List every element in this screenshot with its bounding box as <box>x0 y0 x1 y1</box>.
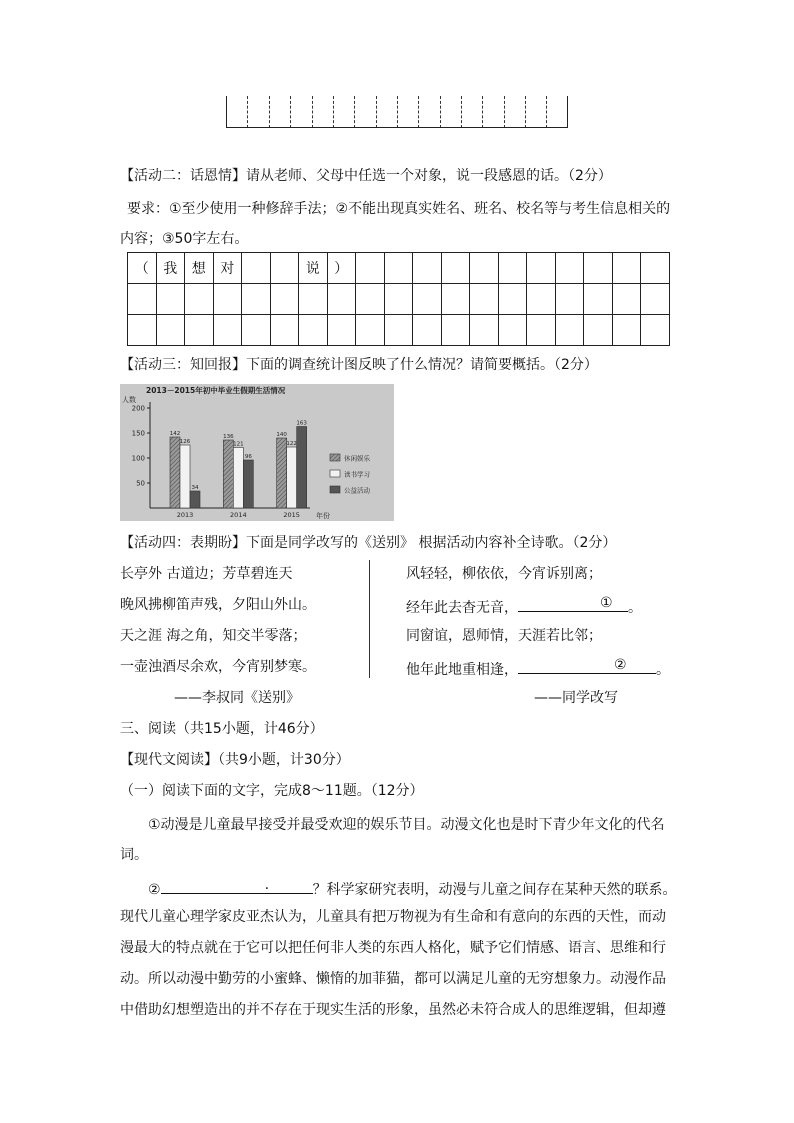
grid-cell[interactable]: 对 <box>213 253 242 284</box>
grid-cell[interactable] <box>612 315 641 346</box>
grid-cell[interactable] <box>584 253 613 284</box>
y-axis-label: 人数 <box>122 396 136 404</box>
bar-value-label: 140 <box>276 432 287 438</box>
blank-2-period: 。 <box>656 662 670 678</box>
grid-cell[interactable] <box>156 284 185 315</box>
poem-right-text: 经年此去杳无音， <box>406 600 518 616</box>
grid-cell[interactable] <box>498 284 527 315</box>
grid-cell[interactable] <box>384 284 413 315</box>
activity2-title: 【活动二：话恩情】请从老师、父母中任选一个对象，说一段感恩的话。（2分） <box>120 168 612 184</box>
grid-line <box>333 96 334 128</box>
bar-公益活动 <box>243 460 253 508</box>
x-tick-label: 2013 <box>176 511 194 519</box>
grid-line <box>461 96 462 128</box>
paragraph-2-line-1 <box>148 877 677 900</box>
grid-row <box>128 253 670 284</box>
bar-value-label: 34 <box>191 485 199 491</box>
poem-left-line-4: 一壶浊酒尽余欢，今宵别梦寒。 <box>120 659 316 675</box>
paragraph-2-number: ② <box>148 882 161 898</box>
chart-plot <box>132 402 310 519</box>
activity2-requirements-cont: 内容；③50字左右。 <box>120 231 249 247</box>
answer-grid-top <box>226 96 568 128</box>
grid-line <box>354 96 355 128</box>
grid-line <box>269 96 270 128</box>
grid-cell[interactable] <box>641 253 670 284</box>
y-tick-label: 100 <box>131 454 145 463</box>
grid-cell[interactable]: ） <box>327 253 356 284</box>
bar-value-label: 126 <box>179 439 191 445</box>
paragraph-1-line-2: 词。 <box>120 847 148 863</box>
grid-cell[interactable] <box>555 253 584 284</box>
reading-section-title: 三、阅读（共15小题，计46分） <box>120 721 324 737</box>
bar-value-label: 96 <box>244 454 252 460</box>
grid-line <box>226 96 227 128</box>
grid-line <box>525 96 526 128</box>
grid-cell[interactable] <box>299 315 328 346</box>
y-tick-label: 200 <box>131 404 145 413</box>
grid-cell[interactable] <box>413 253 442 284</box>
grid-cell[interactable] <box>641 284 670 315</box>
grid-cell[interactable] <box>213 284 242 315</box>
grid-cell[interactable] <box>356 284 385 315</box>
grid-cell[interactable] <box>612 284 641 315</box>
grid-line <box>482 96 483 128</box>
survey-chart <box>120 384 394 521</box>
activity3-title: 【活动三：知回报】下面的调查统计图反映了什么情况？请简要概括。（2分） <box>120 357 598 373</box>
bar-value-label: 122 <box>286 441 297 447</box>
grid-cell[interactable] <box>527 253 556 284</box>
writing-grid[interactable] <box>127 252 670 346</box>
grid-cell[interactable] <box>527 315 556 346</box>
grid-cell[interactable] <box>470 315 499 346</box>
chart-title: 2013－2015年初中毕业生假期生活情况 <box>146 386 286 395</box>
grid-line <box>290 96 291 128</box>
blank-1-marker: ① <box>600 595 613 611</box>
legend-label: 读书学习 <box>344 470 370 479</box>
bar-休闲娱乐 <box>170 437 180 508</box>
grid-cell[interactable] <box>470 284 499 315</box>
grid-cell[interactable] <box>498 253 527 284</box>
poem-left-author: ——李叔同《送别》 <box>174 690 300 706</box>
activity2-requirements: 要求：①至少使用一种修辞手法；②不能出现真实姓名、班名、校名等与考生信息相关的 <box>127 201 671 217</box>
grid-cell[interactable]: 说 <box>299 253 328 284</box>
poem-right-line-3: 同窗谊，恩师情，天涯若比邻； <box>406 628 602 644</box>
activity4-title: 【活动四：表期盼】下面是同学改写的《送别》 根据活动内容补全诗歌。（2分） <box>120 535 617 551</box>
grid-line <box>440 96 441 128</box>
x-tick-label: 2014 <box>230 511 247 519</box>
bar-value-label: 142 <box>169 431 181 437</box>
bar-chart <box>120 384 394 521</box>
grid-cell[interactable] <box>128 284 157 315</box>
legend-swatch <box>330 454 340 461</box>
paragraph-2-line-5: 中借助幻想塑造出的并不存在于现实生活的形象，虽然必未符合成人的思维逻辑，但却遵 <box>120 1002 666 1018</box>
grid-cell[interactable] <box>555 315 584 346</box>
grid-cell[interactable] <box>384 253 413 284</box>
bar-读书学习 <box>180 445 190 508</box>
poem-left-line-1: 长亭外 古道边；芳草碧连天 <box>120 566 293 582</box>
grid-cell[interactable] <box>441 315 470 346</box>
grid-cell[interactable] <box>584 284 613 315</box>
grid-cell[interactable] <box>441 284 470 315</box>
grid-cell[interactable] <box>470 253 499 284</box>
grid-cell[interactable]: 我 <box>156 253 185 284</box>
grid-cell[interactable] <box>213 315 242 346</box>
grid-cell[interactable] <box>185 315 214 346</box>
grid-line <box>397 96 398 128</box>
grid-cell[interactable] <box>242 253 271 284</box>
grid-cell[interactable] <box>527 284 556 315</box>
grid-cell[interactable] <box>270 315 299 346</box>
bar-读书学习 <box>233 448 243 509</box>
legend-swatch <box>330 470 340 477</box>
grid-cell[interactable] <box>641 315 670 346</box>
grid-cell[interactable] <box>384 315 413 346</box>
grid-cell[interactable] <box>584 315 613 346</box>
grid-cell[interactable] <box>242 315 271 346</box>
paragraph-2-text: ？科学家研究表明，动漫与儿童之间存在某种天然的联系。 <box>312 882 677 898</box>
part1-instructions: （一）阅读下面的文字，完成8～11题。（12分） <box>120 783 424 799</box>
grid-row <box>128 315 670 346</box>
modern-reading-title: 【现代文阅读】（共9小题，计30分） <box>120 752 350 768</box>
paragraph-1-line-1: ①动漫是儿童最早接受并最受欢迎的娱乐节目。动漫文化也是时下青少年文化的代名 <box>148 817 665 833</box>
grid-cell[interactable] <box>128 315 157 346</box>
bar-value-label: 163 <box>296 420 307 427</box>
poem-left-line-3: 天之涯 海之角，知交半零落； <box>120 628 307 644</box>
grid-cell[interactable] <box>413 284 442 315</box>
bar-value-label: 121 <box>233 441 244 448</box>
chart-legend <box>330 454 371 495</box>
paragraph-2-line-2: 现代儿童心理学家皮亚杰认为，儿童具有把万物视为有生命和有意向的东西的天性，而动 <box>120 909 666 925</box>
grid-cell[interactable] <box>270 284 299 315</box>
legend-label: 公益活动 <box>344 486 370 495</box>
poem-right-author: ——同学改写 <box>534 690 618 706</box>
grid-cell[interactable] <box>299 284 328 315</box>
grid-cell[interactable] <box>498 315 527 346</box>
bar-休闲娱乐 <box>277 438 287 508</box>
paragraph-2-blank[interactable] <box>161 877 313 894</box>
grid-bottom-line <box>226 127 568 128</box>
paragraph-2-line-3: 漫最大的特点就在于它可以把任何非人类的东西人格化，赋予它们情感、语言、思维和行 <box>120 940 666 956</box>
bar-读书学习 <box>287 447 297 508</box>
grid-cell[interactable] <box>185 284 214 315</box>
grid-cell[interactable] <box>356 253 385 284</box>
grid-cell[interactable] <box>612 253 641 284</box>
grid-row <box>128 284 670 315</box>
y-tick-label: 150 <box>131 429 145 438</box>
grid-cell[interactable] <box>270 253 299 284</box>
grid-cell[interactable] <box>242 284 271 315</box>
x-axis-label: 年份 <box>316 512 330 520</box>
grid-cell[interactable] <box>156 315 185 346</box>
grid-line <box>418 96 419 128</box>
blank-2-marker: ② <box>614 657 627 673</box>
grid-cell[interactable]: （ <box>128 253 157 284</box>
legend-swatch <box>330 486 340 493</box>
grid-line <box>546 96 547 128</box>
x-tick-label: 2015 <box>283 511 300 519</box>
blank-1-period: 。 <box>628 600 642 616</box>
grid-line <box>376 96 377 128</box>
grid-cell[interactable] <box>555 284 584 315</box>
grid-line <box>567 96 568 128</box>
poem-right-line-2 <box>406 595 642 618</box>
paragraph-2-line-4: 动。所以动漫中勤劳的小蜜蜂、懒惰的加菲猫，都可以满足儿童的无穷想象力。动漫作品 <box>120 971 666 987</box>
blank-1[interactable] <box>518 595 628 612</box>
grid-line <box>504 96 505 128</box>
grid-line <box>247 96 248 128</box>
legend-label: 休闲娱乐 <box>344 454 370 463</box>
bar-公益活动 <box>297 427 307 509</box>
poem-left-line-2: 晚风拂柳笛声残，夕阳山外山。 <box>120 597 316 613</box>
grid-cell[interactable] <box>413 315 442 346</box>
blank-2[interactable] <box>518 657 656 674</box>
bar-公益活动 <box>190 491 200 508</box>
bar-休闲娱乐 <box>223 440 233 508</box>
grid-cell[interactable] <box>327 284 356 315</box>
bar-value-label: 136 <box>223 434 234 440</box>
poem-right-text: 他年此地重相逢， <box>406 662 518 678</box>
grid-cell[interactable] <box>441 253 470 284</box>
blank-dot: . <box>264 877 270 893</box>
poem-right-line-4 <box>406 657 670 680</box>
grid-cell[interactable]: 想 <box>185 253 214 284</box>
y-tick-label: 50 <box>136 479 145 488</box>
grid-cell[interactable] <box>327 315 356 346</box>
grid-line <box>312 96 313 128</box>
poem-right-line-1: 风轻轻，柳依依，今宵诉别离； <box>406 566 602 582</box>
grid-cell[interactable] <box>356 315 385 346</box>
poem-divider <box>369 560 370 678</box>
